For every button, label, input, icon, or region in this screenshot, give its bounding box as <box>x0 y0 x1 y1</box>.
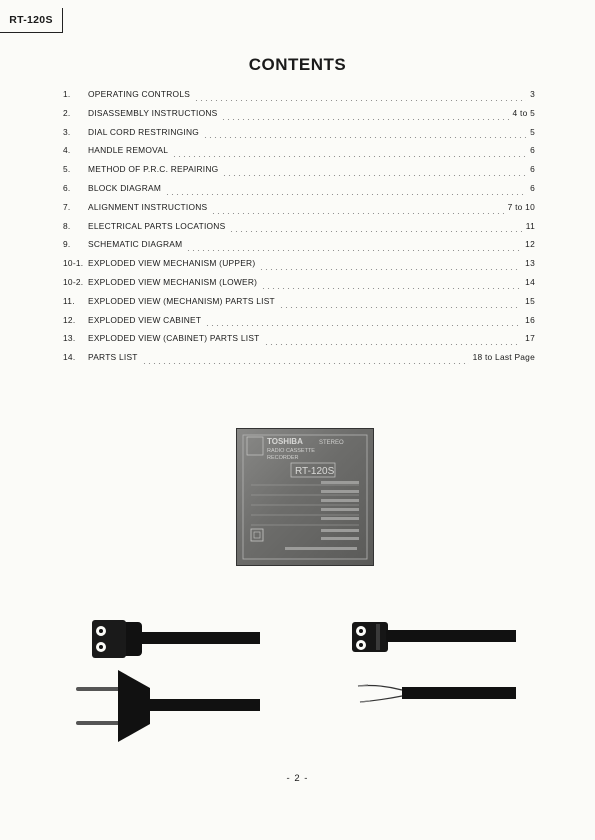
toc-entry-title: BLOCK DIAGRAM <box>88 182 162 193</box>
toc-entry-number: 10-1. <box>63 258 84 269</box>
toc-entry-page: 16 <box>525 314 535 325</box>
toc-entry-page: 7 to 10 <box>507 201 535 212</box>
left-cord-connector <box>92 620 260 658</box>
toc-entry <box>63 277 535 296</box>
toc-entry-number: 9. <box>63 239 71 250</box>
nameplate-graphic <box>237 429 373 565</box>
nameplate-photo <box>236 428 374 566</box>
toc-entry <box>63 258 535 277</box>
toc-leader-dots <box>205 325 521 326</box>
toc-entry-number: 7. <box>63 201 71 212</box>
toc-entry-page: 11 <box>525 220 535 231</box>
toc-leader-dots <box>222 175 526 176</box>
page-number: - 2 - <box>286 773 309 784</box>
toc-entry-number: 8. <box>63 220 71 231</box>
nameplate-line1: STEREO <box>319 440 344 446</box>
toc-entry-page: 3 <box>530 89 535 99</box>
toc-entry-number: 5. <box>63 164 71 175</box>
toc-entry-title: DIAL CORD RESTRINGING <box>88 126 200 137</box>
toc-entry-number: 11. <box>63 295 75 306</box>
toc-entry-title: SCHEMATIC DIAGRAM <box>88 239 183 250</box>
toc-leader-dots <box>186 250 521 251</box>
toc-entry-page: 4 to 5 <box>512 107 535 118</box>
toc-entry <box>63 127 535 146</box>
toc-entry <box>63 352 535 371</box>
toc-entry-number: 4. <box>63 145 71 156</box>
toc-entry-title: EXPLODED VIEW (CABINET) PARTS LIST <box>88 333 260 344</box>
toc-entry-page: 6 <box>530 164 535 175</box>
toc-entry-title: OPERATING CONTROLS <box>88 89 191 99</box>
toc-entry-number: 1. <box>63 89 71 99</box>
toc-leader-dots <box>264 344 522 345</box>
toc-entry-page: 6 <box>530 182 535 193</box>
toc-entry-page: 14 <box>525 276 535 287</box>
toc-entry-title: METHOD OF P.R.C. REPAIRING <box>88 164 219 175</box>
toc-entry-page: 18 to Last Page <box>472 352 535 363</box>
toc-entry-page: 15 <box>525 295 535 306</box>
toc-leader-dots <box>261 288 521 289</box>
toc-entry-title: EXPLODED VIEW MECHANISM (LOWER) <box>88 276 258 287</box>
toc-entry-number: 2. <box>63 107 71 118</box>
toc-entry-page: 13 <box>525 258 535 269</box>
toc-entry-number: 3. <box>63 126 71 137</box>
toc-leader-dots <box>229 231 521 232</box>
toc-entry <box>63 296 535 315</box>
nameplate-brand: TOSHIBA <box>267 437 303 446</box>
toc-leader-dots <box>165 194 526 195</box>
page-title: CONTENTS <box>248 55 347 74</box>
nameplate-line2: RADIO CASSETTE <box>267 448 315 454</box>
toc-entry <box>63 221 535 240</box>
left-euro-plug <box>76 670 260 742</box>
toc-entry <box>63 89 535 108</box>
toc-leader-dots <box>172 156 526 157</box>
toc-entry <box>63 145 535 164</box>
toc-entry-page: 6 <box>530 145 535 156</box>
toc-leader-dots <box>142 363 469 364</box>
toc-entry-title: PARTS LIST <box>88 352 138 363</box>
toc-entry-title: HANDLE REMOVAL <box>88 145 169 156</box>
toc-leader-dots <box>203 137 526 138</box>
toc-entry <box>63 108 535 127</box>
toc-leader-dots <box>221 119 508 120</box>
right-stripped-cable <box>358 685 516 702</box>
toc-entry <box>63 164 535 183</box>
toc-entry-page: 17 <box>525 333 535 344</box>
toc-leader-dots <box>279 307 521 308</box>
toc-entry-title: EXPLODED VIEW CABINET <box>88 314 202 325</box>
toc-leader-dots <box>194 100 526 101</box>
toc-entry-page: 12 <box>525 239 535 250</box>
toc-entry <box>63 202 535 221</box>
toc-leader-dots <box>259 269 521 270</box>
toc-entry-page: 5 <box>530 126 535 137</box>
toc-entry-number: 14. <box>63 352 76 363</box>
toc-entry-number: 12. <box>63 314 76 325</box>
toc-entry-title: EXPLODED VIEW MECHANISM (UPPER) <box>88 258 256 269</box>
toc-entry <box>63 183 535 202</box>
model-tag: RT-120S <box>0 8 63 33</box>
toc-entry <box>63 315 535 334</box>
contents-list <box>63 89 535 371</box>
power-cord-illustrations <box>0 600 595 760</box>
toc-entry-title: ELECTRICAL PARTS LOCATIONS <box>88 220 226 231</box>
toc-entry-number: 10-2. <box>63 276 84 287</box>
toc-entry-number: 6. <box>63 182 71 193</box>
toc-entry <box>63 239 535 258</box>
right-cord-connector <box>352 622 516 652</box>
nameplate-line3: RECORDER <box>267 455 299 461</box>
toc-entry-title: EXPLODED VIEW (MECHANISM) PARTS LIST <box>88 295 275 306</box>
toc-entry <box>63 333 535 352</box>
nameplate-model: RT-120S <box>295 466 335 477</box>
toc-entry-number: 13. <box>63 333 76 344</box>
toc-entry-title: ALIGNMENT INSTRUCTIONS <box>88 201 208 212</box>
toc-entry-title: DISASSEMBLY INSTRUCTIONS <box>88 107 218 118</box>
toc-leader-dots <box>211 213 503 214</box>
